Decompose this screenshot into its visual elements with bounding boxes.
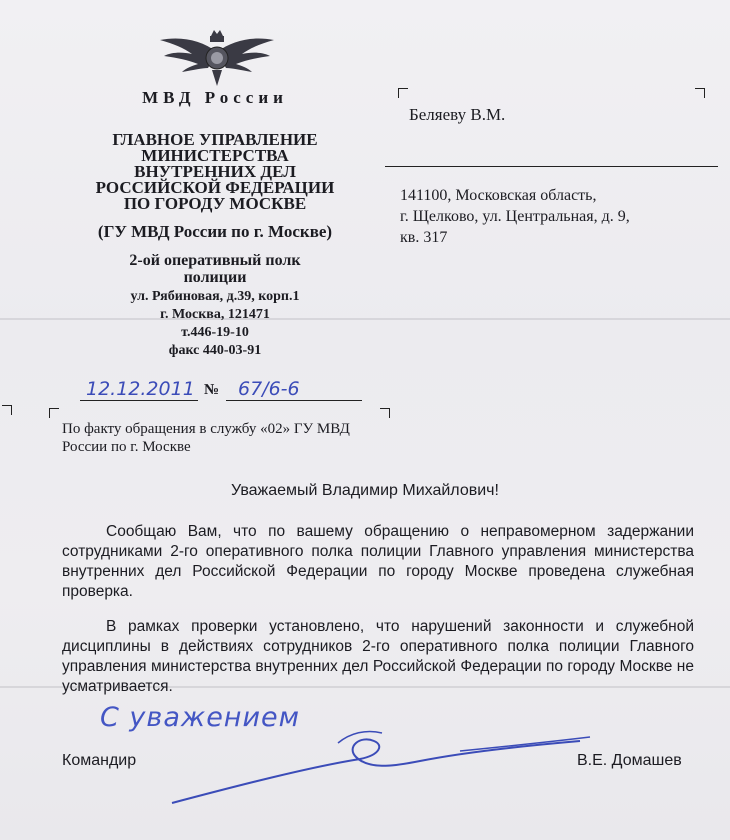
recipient-address-line: 141100, Московская область,	[400, 187, 597, 204]
org-name-line: ПО ГОРОДУ МОСКВЕ	[123, 194, 307, 213]
body-paragraph: В рамках проверки установлено, что нарушений законности и служебной дисциплины в действиях сотрудников 2-го оперативного полка полиции Главного управления министерства внутренних дел Российской Федерации по городу Москве не усматривается.	[62, 618, 694, 695]
signer-title: Командир	[62, 752, 137, 769]
org-full-name	[35, 132, 395, 212]
recipient-name: Беляеву В.М.	[409, 105, 506, 124]
phone-line: т.446-19-10	[181, 325, 249, 340]
unit-name-line: 2-ой оперативный полк	[129, 252, 301, 269]
fax-line: факс 440-03-91	[168, 343, 262, 358]
bracket-corner	[398, 88, 408, 98]
org-name-line: ГЛАВНОЕ УПРАВЛЕНИЕ	[112, 130, 318, 149]
number-label: №	[204, 382, 220, 398]
registration-line	[80, 378, 365, 408]
letter-subject: По факту обращения в службу «02» ГУ МВД России по г. Москве	[62, 421, 350, 455]
bracket-corner	[49, 408, 59, 418]
signer-name: В.Е. Домашев	[577, 752, 682, 769]
recipient-address-line: г. Щелково, ул. Центральная, д. 9,	[400, 208, 630, 225]
org-name-line: РОССИЙСКОЙ ФЕДЕРАЦИИ	[95, 178, 335, 197]
date-underline	[80, 400, 198, 401]
org-abbreviation: (ГУ МВД России по г. Москве)	[97, 222, 333, 241]
signature-icon	[160, 715, 600, 815]
org-short-name: МВД России	[142, 88, 288, 107]
recipient-address	[400, 185, 700, 248]
number-underline	[226, 400, 362, 401]
recipient-address-line: кв. 317	[400, 229, 448, 246]
greeting: Уважаемый Владимир Михайлович!	[231, 482, 499, 499]
org-name-line: ВНУТРЕННИХ ДЕЛ	[134, 162, 296, 181]
unit-address	[35, 288, 395, 360]
bracket-corner	[695, 88, 705, 98]
org-name-line: МИНИСТЕРСТВА	[141, 146, 289, 165]
bracket-corner	[2, 405, 12, 415]
recipient-divider	[385, 166, 718, 167]
unit-name-line: полиции	[183, 269, 247, 286]
registration-date: 12.12.2011	[86, 378, 195, 400]
address-line: г. Москва, 121471	[160, 307, 270, 322]
double-headed-eagle-emblem-icon	[156, 22, 278, 88]
unit-name	[35, 252, 395, 286]
body-paragraph: Сообщаю Вам, что по вашему обращению о неправомерном задержании сотрудниками 2-го оперативного полка полиции Главного управления министерства внутренних дел Российской Федерации по городу Москве проведена служебная проверка.	[62, 523, 694, 600]
address-line: ул. Рябиновая, д.39, корп.1	[130, 289, 300, 304]
handwritten-closing: С уважением	[100, 702, 300, 733]
registration-number: 67/6-6	[238, 378, 300, 400]
bracket-corner	[380, 408, 390, 418]
